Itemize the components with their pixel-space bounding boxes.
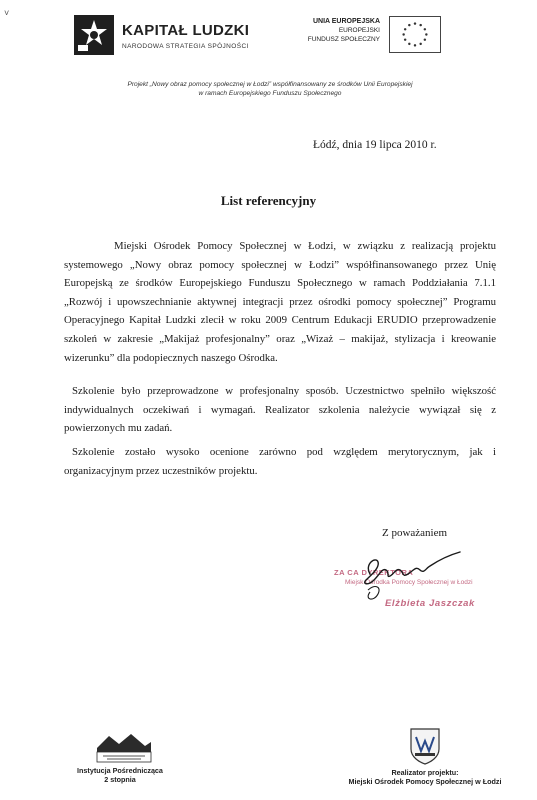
stamp-name: Elżbieta Jaszczak — [385, 598, 475, 609]
kapital-ludzki-logo-icon — [74, 15, 114, 55]
eu-logo-text — [290, 17, 380, 44]
eu-flag-icon — [389, 16, 441, 53]
mops-logo-icon — [409, 727, 441, 765]
footer-intermediate-institution — [50, 766, 190, 784]
footer-left-line2: 2 stopnia — [104, 775, 136, 784]
footer-right-line2: Miejski Ośrodek Pomocy Społecznej w Łodzi — [348, 777, 502, 786]
stamp-line2: Miejsk Ośrodka Pomocy Społecznej w Łodzi — [345, 579, 473, 586]
footer-project-implementer — [330, 768, 520, 786]
letter-paragraph-1: Miejski Ośrodek Pomocy Społecznej w Łodzi, w związku z realizacją projektu systemowego „Nowy obraz pomocy społecznej w Łodzi” współfinansowanego przez Unię Europejską ze środków Europejskiego Funduszu Społecznego w ramach Poddziałania 7.1.1 „Rozwój i upowszechnianie aktywnej integracji przez ośrodki pomocy społecznej” Programu Operacyjnego Kapitał Ludzki zlecił w roku 2009 Centrum Edukacji ERUDIO przeprowadzenie szkoleń w zakresie „Makijaż profesjonalny” oraz „Wizaż – makijaż, stylizacja i kreowanie wizerunku” dla podopiecznych naszego Ośrodka. — [64, 240, 496, 364]
wojewodzki-urzad-pracy-logo-icon — [95, 730, 153, 764]
project-line2: w ramach Europejskiego Funduszu Społecznego — [198, 90, 342, 97]
kapital-ludzki-title: KAPITAŁ LUDZKI — [122, 22, 250, 39]
handwritten-signature — [356, 550, 464, 608]
closing-regards: Z poważaniem — [382, 527, 448, 539]
project-line1: Projekt „Nowy obraz pomocy społecznej w Łodzi” współfinansowany ze środków Unii Europejskiej — [127, 81, 413, 88]
letter-date: Łódź, dnia 19 lipca 2010 r. — [313, 139, 437, 151]
eu-line2: EUROPEJSKI — [338, 27, 380, 34]
eu-line1: UNIA EUROPEJSKA — [312, 18, 380, 25]
kapital-ludzki-subtitle: NARODOWA STRATEGIA SPÓJNOŚCI — [122, 43, 249, 50]
letter-title: List referencyjny — [220, 193, 317, 208]
corner-mark: ˅ — [4, 8, 10, 18]
project-info — [85, 80, 455, 98]
stamp-line1: ZA CA DYREKTORA — [334, 568, 414, 577]
letter-paragraph-2: Szkolenie było przeprowadzone w profesjonalny sposób. Uczestnictwo spełniło większość indywidualnych oczekiwań i wymagań. Realizator szkolenia należycie wywiązał się z powierzonych mu zadań. — [64, 385, 496, 435]
footer-left-line1: Instytucja Pośrednicząca — [77, 766, 163, 775]
footer-right-line1: Realizator projektu: — [391, 768, 459, 777]
letter-paragraph-3: Szkolenie zostało wysoko ocenione zarówno pod względem merytorycznym, jak i organizacyjnym przez uczestników projektu. — [64, 446, 496, 477]
eu-line3: FUNDUSZ SPOŁECZNY — [307, 36, 380, 43]
